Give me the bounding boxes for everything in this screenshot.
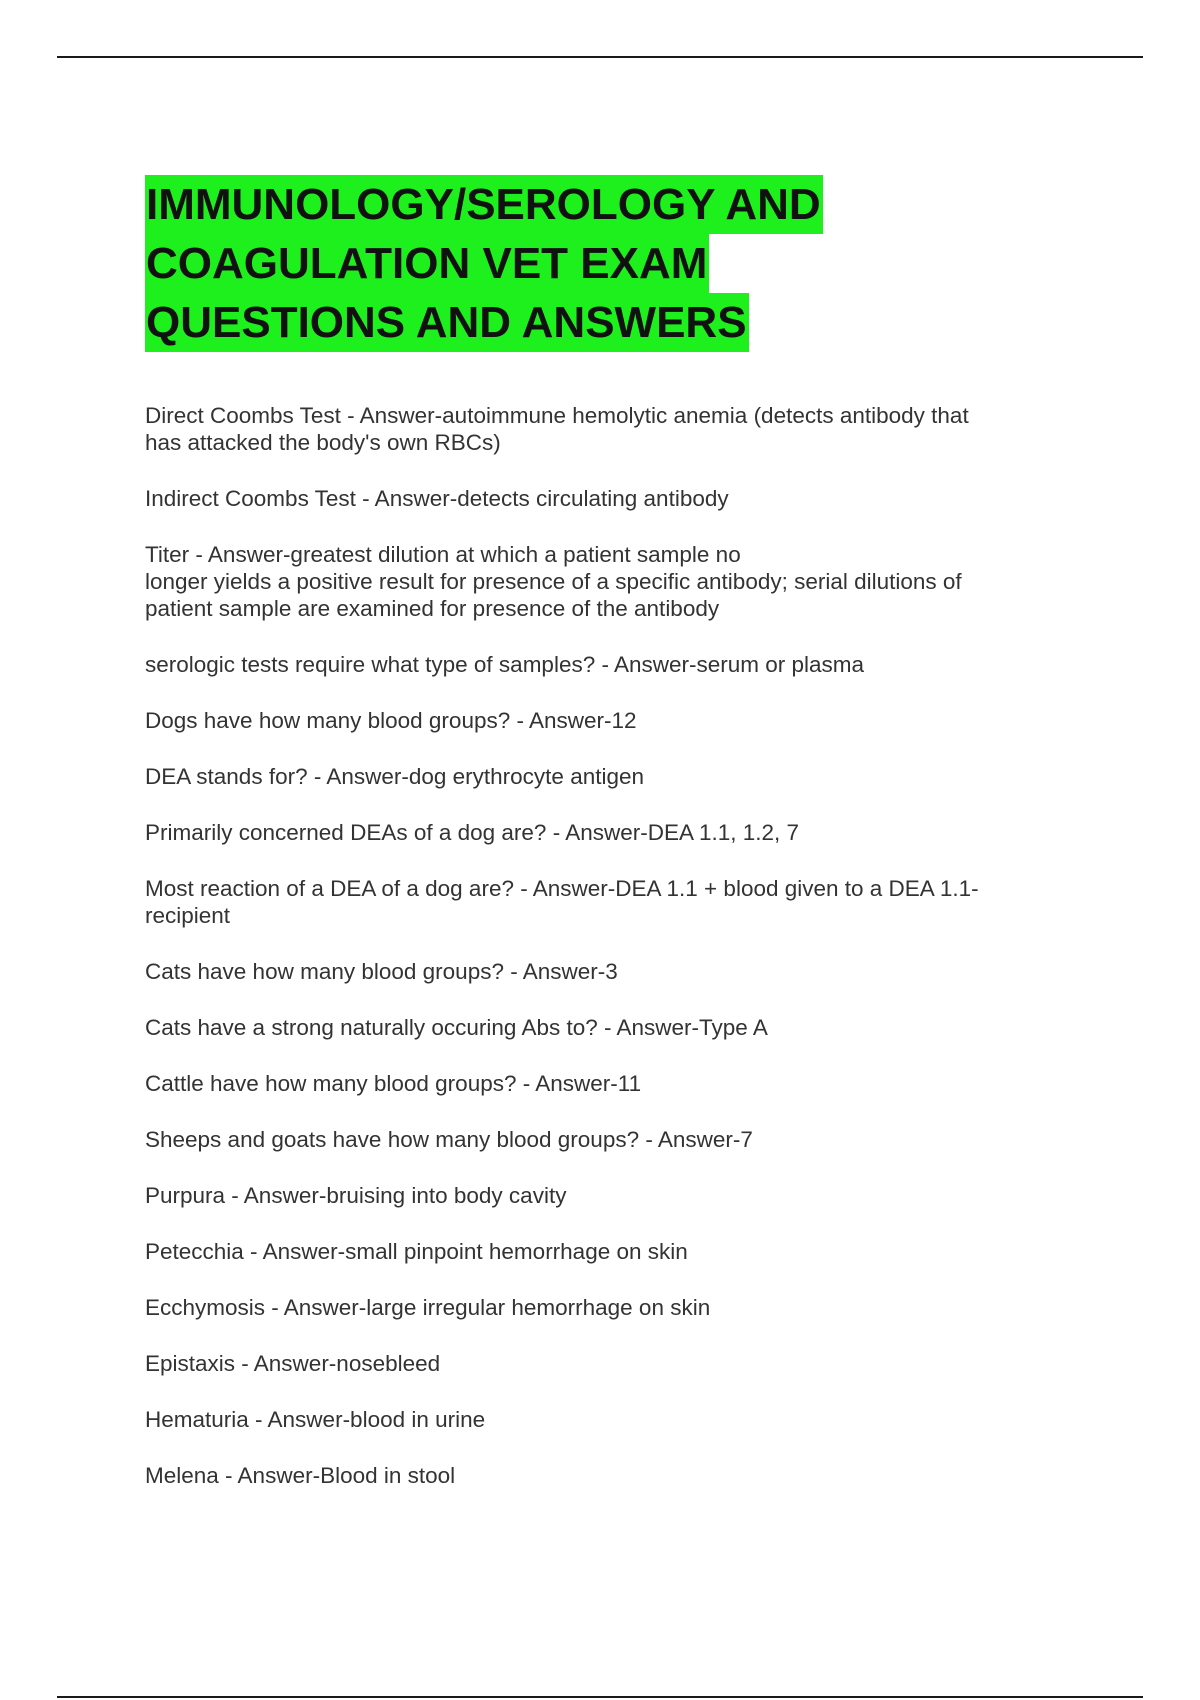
qa-item-line: Epistaxis - Answer-nosebleed: [145, 1351, 441, 1376]
qa-list: [145, 402, 1065, 1518]
title-line: IMMUNOLOGY/SEROLOGY AND: [145, 175, 823, 234]
qa-item: [145, 1014, 1065, 1041]
qa-item: [145, 485, 1065, 512]
qa-item-line: Dogs have how many blood groups? - Answer-12: [145, 708, 637, 733]
qa-item: [145, 958, 1065, 985]
qa-item: [145, 1406, 1065, 1433]
qa-item-line: serologic tests require what type of samples? - Answer-serum or plasma: [145, 652, 865, 677]
qa-item-line: Sheeps and goats have how many blood groups? - Answer-7: [145, 1127, 753, 1152]
qa-item-line: Cats have a strong naturally occuring Abs to? - Answer-Type A: [145, 1015, 768, 1040]
qa-item-line: Melena - Answer-Blood in stool: [145, 1463, 456, 1488]
qa-item: [145, 875, 1065, 929]
qa-item-line: Indirect Coombs Test - Answer-detects circulating antibody: [145, 486, 729, 511]
qa-item-line: longer yields a positive result for presence of a specific antibody; serial dilutions of: [145, 569, 962, 594]
qa-item-line: Direct Coombs Test - Answer-autoimmune hemolytic anemia (detects antibody that: [145, 403, 969, 428]
qa-item-line: recipient: [145, 903, 231, 928]
qa-item-line: Titer - Answer-greatest dilution at which a patient sample no: [145, 542, 741, 567]
document-title: [145, 175, 1045, 352]
qa-item: [145, 1350, 1065, 1377]
qa-item-line: Cats have how many blood groups? - Answer-3: [145, 959, 618, 984]
qa-item-line: has attacked the body's own RBCs): [145, 430, 501, 455]
title-line: COAGULATION VET EXAM: [145, 234, 709, 293]
footer-rule: [57, 1696, 1143, 1698]
qa-item: [145, 651, 1065, 678]
qa-item: [145, 1182, 1065, 1209]
qa-item: [145, 1126, 1065, 1153]
qa-item: [145, 707, 1065, 734]
qa-item: [145, 1294, 1065, 1321]
qa-item-line: Primarily concerned DEAs of a dog are? - Answer-DEA 1.1, 1.2, 7: [145, 820, 800, 845]
qa-item: [145, 1462, 1065, 1489]
qa-item: [145, 819, 1065, 846]
qa-item-line: Purpura - Answer-bruising into body cavity: [145, 1183, 567, 1208]
qa-item-line: DEA stands for? - Answer-dog erythrocyte antigen: [145, 764, 645, 789]
qa-item: [145, 1238, 1065, 1265]
title-line: QUESTIONS AND ANSWERS: [145, 293, 749, 352]
qa-item: [145, 763, 1065, 790]
qa-item: [145, 541, 1065, 622]
qa-item: [145, 402, 1065, 456]
qa-item-line: Most reaction of a DEA of a dog are? - Answer-DEA 1.1 + blood given to a DEA 1.1-: [145, 876, 979, 901]
qa-item-line: Hematuria - Answer-blood in urine: [145, 1407, 486, 1432]
header-rule: [57, 56, 1143, 58]
qa-item-line: Petecchia - Answer-small pinpoint hemorrhage on skin: [145, 1239, 688, 1264]
qa-item-line: Ecchymosis - Answer-large irregular hemorrhage on skin: [145, 1295, 711, 1320]
qa-item-line: Cattle have how many blood groups? - Answer-11: [145, 1071, 642, 1096]
qa-item: [145, 1070, 1065, 1097]
qa-item-line: patient sample are examined for presence of the antibody: [145, 596, 720, 621]
